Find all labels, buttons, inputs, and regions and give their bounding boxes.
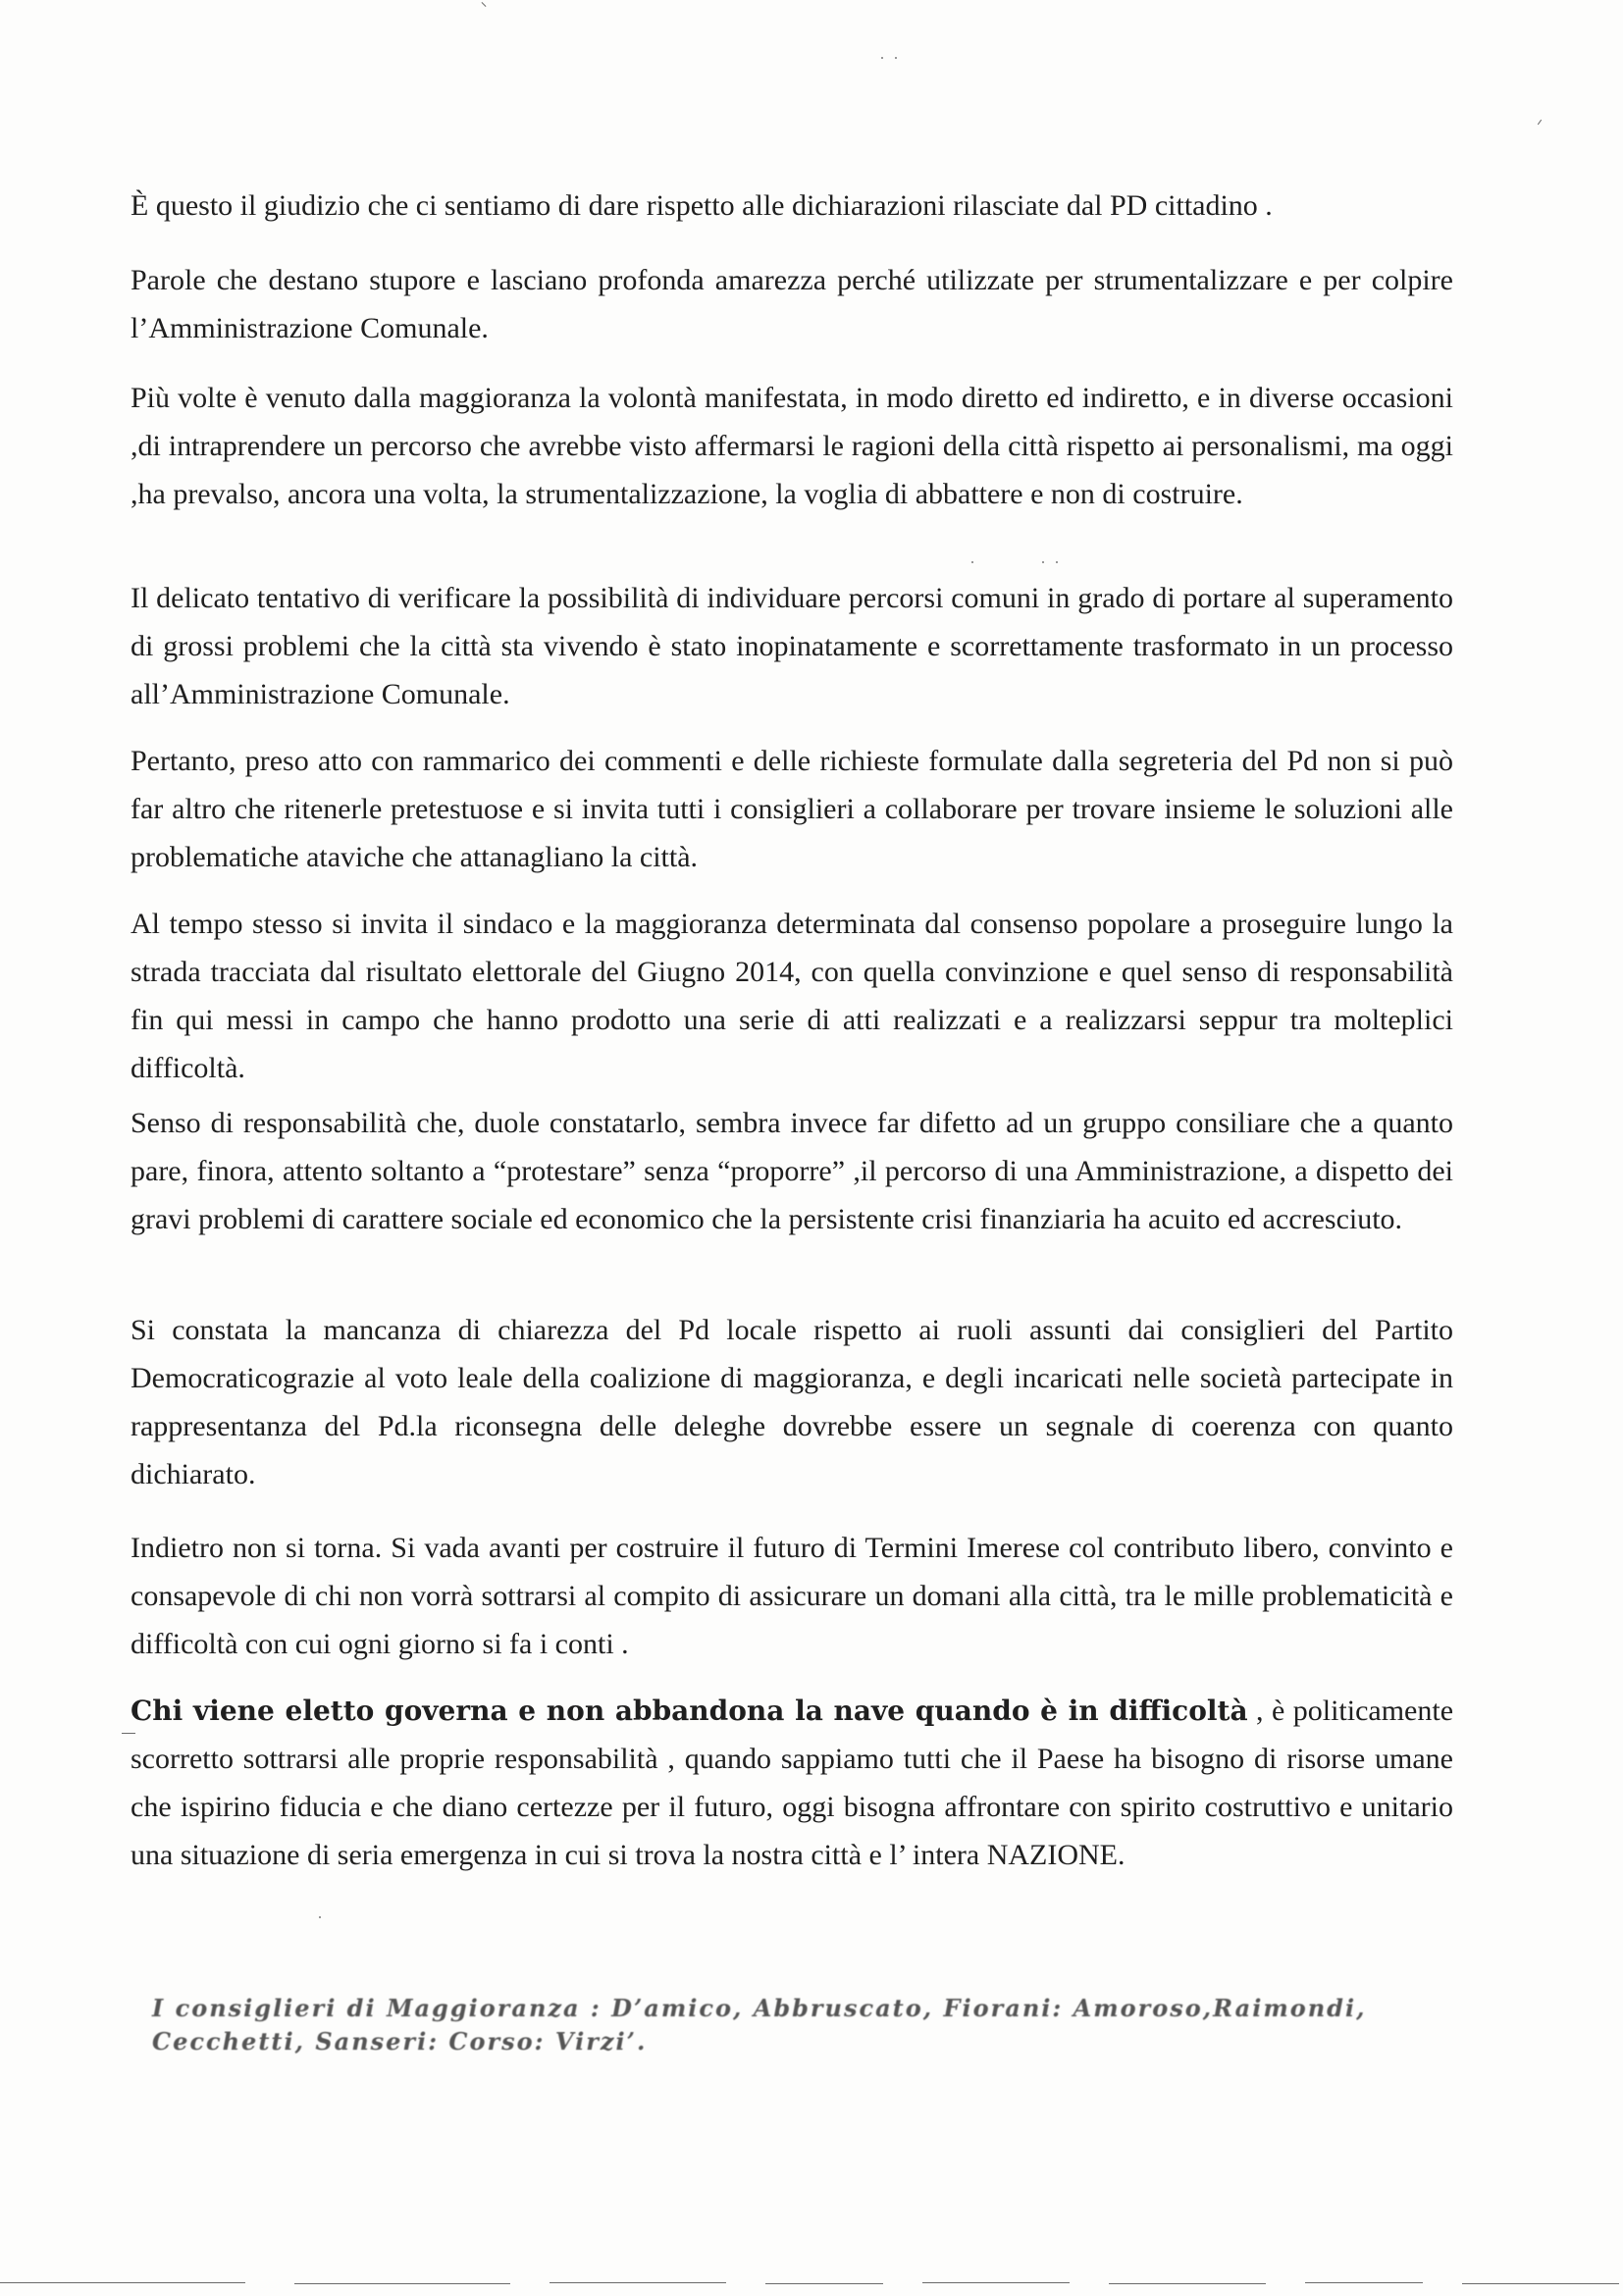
paragraph-2: Parole che destano stupore e lasciano profonda amarezza perché utilizzate per strumentalizzare e per colpire l’Amministrazione Comunale. [131, 264, 1453, 344]
paragraph-6: Al tempo stesso si invita il sindaco e la maggioranza determinata dal consenso popolare a proseguire lungo la strada tracciata dal risultato elettorale del Giugno 2014, con quella convinzione e quel senso di responsabilità fin qui messi in campo che hanno prodotto una serie di atti realizzati e a realizzarsi seppur tra molteplici difficoltà. [131, 908, 1453, 1084]
scan-mark [122, 1733, 135, 1734]
paragraph-3: Più volte è venuto dalla maggioranza la volontà manifestata, in modo diretto ed indiretto, e in diverse occasioni ,di intraprendere un percorso che avrebbe visto affermarsi le ragioni della città rispetto ai personalismi, ma oggi ,ha prevalso, ancora una volta, la strumentalizzazione, la voglia di abbattere e non di costruire. [131, 382, 1453, 510]
scan-mark [881, 57, 883, 59]
scan-edge-line [1109, 2283, 1266, 2284]
scan-edge-line [1462, 2283, 1619, 2284]
paragraph-9: Indietro non si torna. Si vada avanti per costruire il futuro di Termini Imerese col contributo libero, convinto e consapevole di chi non vorrà sottrarsi al compito di assicurare un domani alla città, tra le mille problematicità e difficoltà con cui ogni giorno si fa i conti . [131, 1532, 1453, 1660]
scan-mark [1056, 561, 1058, 563]
paragraph-4: Il delicato tentativo di verificare la possibilità di individuare percorsi comuni in grado di portare al superamento di grossi problemi che la città sta vivendo è stato inopinatamente e scorrettamente trasformato in un processo all’Amministrazione Comunale. [131, 582, 1453, 710]
closing-rest-text: , è politicamente scorretto sottrarsi alle proprie responsabilità , quando sappiamo tutti che il Paese ha bisogno di risorse umane che ispirino fiducia e che diano certezze per il futuro, oggi bisogna affrontare con spirito costruttivo e unitario una situazione di seria emergenza in cui si trova la nostra città e l’ intera NAZIONE. [131, 1695, 1454, 1871]
scan-mark [971, 561, 973, 563]
signature-line: I consiglieri di Maggioranza : D’amico, Abbruscato, Fiorani: Amoroso,Raimondi, Cecchetti, Sanseri: Corso: Virzi’. [152, 1994, 1367, 2056]
paragraph-7: Senso di responsabilità che, duole constatarlo, sembra invece far difetto ad un gruppo consiliare che a quanto pare, finora, attento soltanto a “protestare” senza “proporre” ,il percorso di una Amministrazione, a dispetto dei gravi problemi di carattere sociale ed economico che la persistente crisi finanziaria ha acuito ed accresciuto. [131, 1107, 1453, 1235]
scan-edge-line [294, 2283, 510, 2284]
scan-edge-line [922, 2282, 1070, 2283]
paragraph-closing [131, 1687, 1453, 1879]
scan-mark [482, 2, 487, 7]
scan-mark [895, 57, 897, 59]
scan-edge-line [550, 2282, 726, 2283]
paragraph-8: Si constata la mancanza di chiarezza del Pd locale rispetto ai ruoli assunti dai consiglieri del Partito Democraticograzie al voto leale della coalizione di maggioranza, e degli incaricati nelle società partecipate in rappresentanza del Pd.la riconsegna delle deleghe dovrebbe essere un segnale di coerenza con quanto dichiarato. [131, 1314, 1453, 1490]
scan-edge-line [765, 2283, 883, 2284]
paragraph-1: È questo il giudizio che ci sentiamo di dare rispetto alle dichiarazioni rilasciate dal PD cittadino . [131, 189, 1273, 222]
scan-edge-line [0, 2282, 245, 2283]
scan-mark [319, 1916, 321, 1918]
scan-edge-line [1305, 2282, 1423, 2283]
scan-mark [1538, 120, 1542, 125]
closing-bold-text: Chi viene eletto governa e non abbandona la nave quando è in difficoltà [131, 1695, 1248, 1727]
scan-mark [1042, 561, 1044, 563]
paragraph-5: Pertanto, preso atto con rammarico dei commenti e delle richieste formulate dalla segreteria del Pd non si può far altro che ritenerle pretestuose e si invita tutti i consiglieri a collaborare per trovare insieme le soluzioni alle problematiche ataviche che attanagliano la città. [131, 745, 1453, 873]
